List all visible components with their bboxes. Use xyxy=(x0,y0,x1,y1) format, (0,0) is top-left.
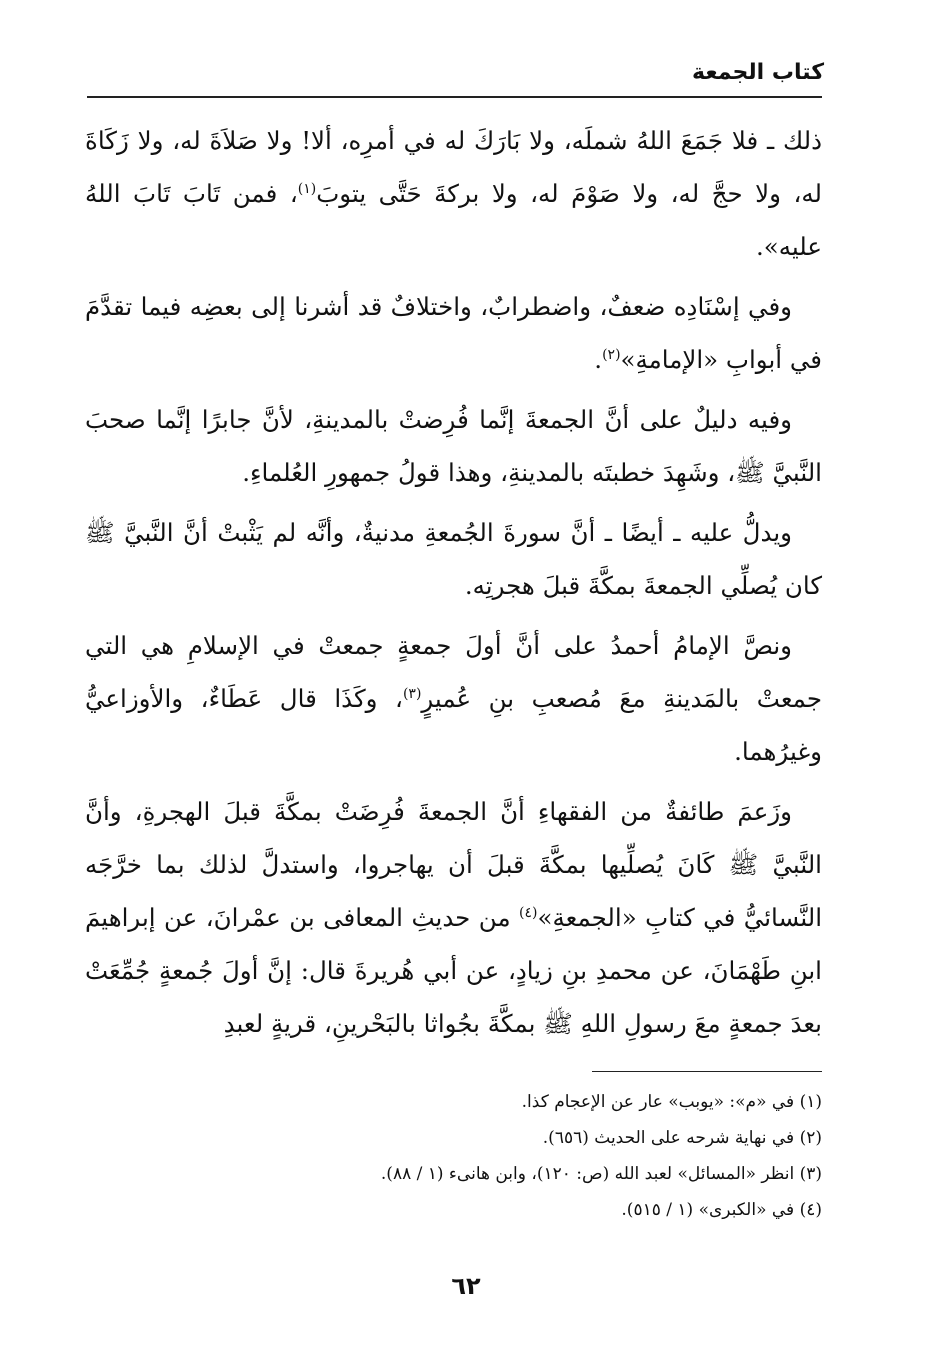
footnote: (٤) في «الكبرى» (١ / ٥١٥). xyxy=(621,1200,822,1220)
footnote: (٣) انظر «المسائل» لعبد الله (ص: ١٢٠)، وابن هانىء (١ / ٨٨). xyxy=(380,1164,822,1184)
paragraph-text: ، وكَذَا قال عَطَاءٌ، والأوزاعيُّ وغيرُهما. xyxy=(85,684,822,766)
footnotes xyxy=(202,1084,822,1228)
footnote-ref: (٢) xyxy=(602,346,621,363)
page-number: ٦٢ xyxy=(451,1272,481,1300)
footnote-ref: (١) xyxy=(297,180,317,197)
paragraph-text: ، فمن تَابَ تَابَ اللهُ عليه». xyxy=(85,179,822,261)
paragraph xyxy=(85,619,822,778)
paragraph-text: وفي إسْنَادِه ضعفٌ، واضطرابٌ، واختلافٌ قد أشرنا إلى بعضِه فيما تقدَّمَ في أبوابِ «الإمامةِ» xyxy=(85,292,822,374)
footnote: (٢) في نهاية شرحه على الحديث (٦٥٦). xyxy=(542,1128,822,1148)
paragraph-text: ونصَّ الإمامُ أحمدُ على أنَّ أولَ جمعةٍ جمعتْ في الإسلامِ هي التي جمعتْ بالمَدينةِ معَ مُصعبِ بنِ عُميرٍ xyxy=(85,631,822,713)
footnote-ref: (٤) xyxy=(519,904,538,921)
footnote: (١) في «م»: «يوبب» عار عن الإعجام كذا. xyxy=(521,1092,822,1112)
running-title: كتاب الجمعة xyxy=(692,60,824,85)
paragraph-text: من حديثِ المعافى بن عمْرانَ، عن إبراهيمَ ابنِ طَهْمَانَ، عن محمدِ بنِ زيادٍ، عن أبي هُريرةَ قال: إنَّ أولَ جُمعةٍ جُمِّعَتْ بعدَ جمعةٍ معَ رسولِ اللهِ ﷺ بمكَّةَ بجُواثا بالبَحْرينِ، قريةٍ لعبدِ xyxy=(85,903,822,1038)
footnote-rule xyxy=(592,1071,822,1072)
paragraph-text: وزَعمَ طائفةٌ من الفقهاءِ أنَّ الجمعةَ فُرِضَتْ بمكَّةَ قبلَ الهجرةِ، وأنَّ النَّبيَّ ﷺ كَانَ يُصلِّيها بمكَّةَ قبلَ أن يهاجروا، واستدلَّ لذلك بما خرَّجَه النَّسائيُّ في كتابِ «الجمعةِ» xyxy=(85,797,822,932)
footnote-ref: (٣) xyxy=(402,685,422,702)
paragraph-text: . xyxy=(594,345,603,374)
paragraph-text: ويدلُّ عليه ـ أيضًا ـ أنَّ سورةَ الجُمعةِ مدنيةٌ، وأنَّه لم يَثْبتْ أنَّ النَّبيَّ ﷺ كان يُصلِّي الجمعةَ بمكَّةَ قبلَ هجرتِه. xyxy=(85,518,822,600)
paragraph xyxy=(85,114,822,273)
paragraph xyxy=(85,785,822,1050)
header-rule xyxy=(87,96,822,98)
paragraph xyxy=(85,280,822,386)
paragraph xyxy=(85,506,822,612)
body-text xyxy=(85,114,822,1057)
paragraph-text: وفيه دليلٌ على أنَّ الجمعةَ إنَّما فُرِضتْ بالمدينةِ، لأنَّ جابرًا إنَّما صحبَ النَّبيَّ ﷺ، وشَهِدَ خطبتَه بالمدينةِ، وهذا قولُ جمهورِ العُلماءِ. xyxy=(85,405,822,487)
paragraph-text: ذلك ـ فلا جَمَعَ اللهُ شملَه، ولا بَارَكَ له في أمرِه، ألا! ولا صَلاَةَ له، ولا زَكَاةَ له، ولا حجَّ له، ولا صَوْمَ له، ولا بركةَ حَتَّى يتوبَ xyxy=(85,126,822,208)
paragraph xyxy=(85,393,822,499)
